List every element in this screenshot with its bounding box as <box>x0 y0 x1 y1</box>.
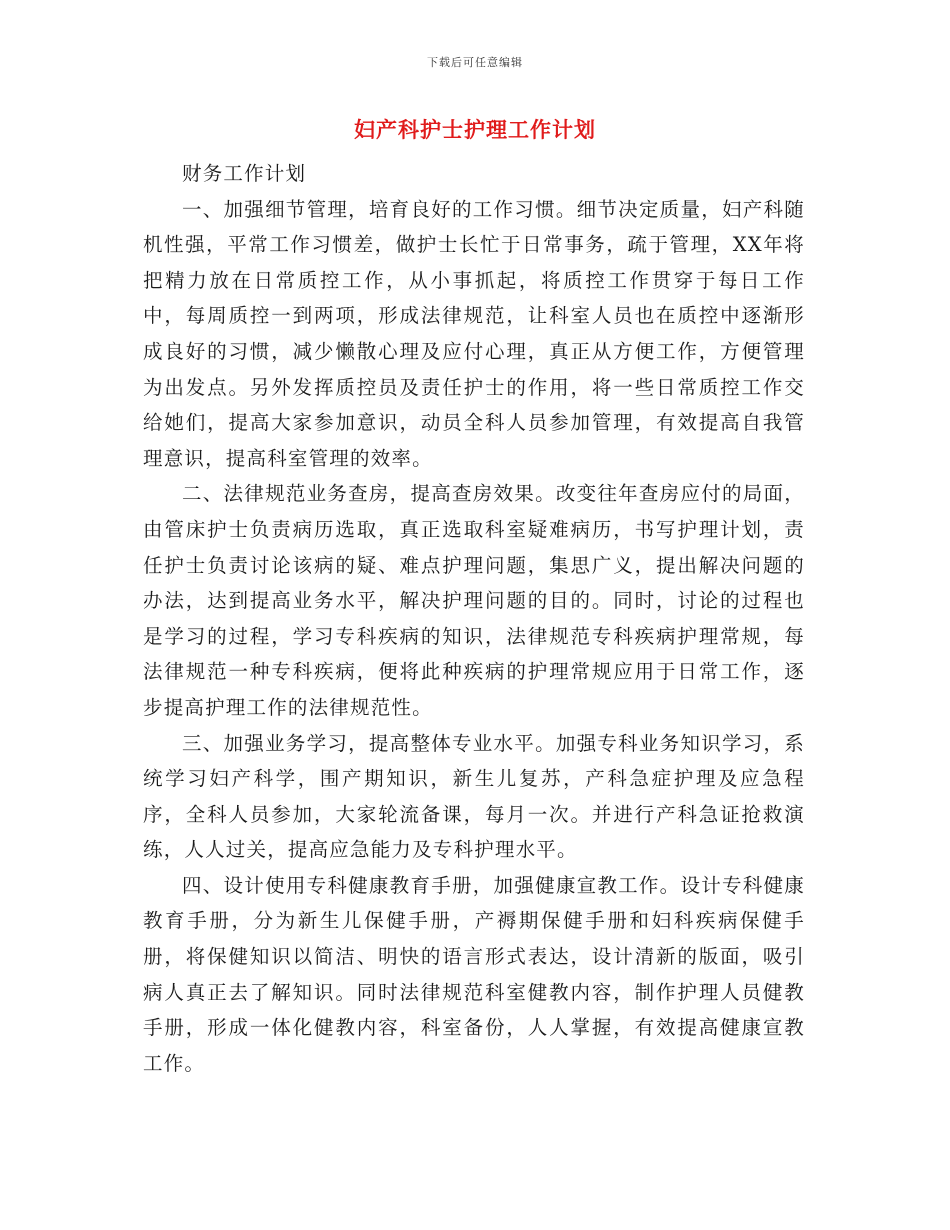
section-heading: 财务工作计划 <box>182 162 307 185</box>
paragraph-1: 一、加强细节管理，培育良好的工作习惯。细节决定质量，妇产科随机性强，平常工作习惯差，做护士长忙于日常事务，疏于管理，XX年将把精力放在日常质控工作，从小事抓起，将质控工作贯穿于每日工作中，每周质控一到两项，形成法律规范，让科室人员也在质控中逐渐形成良好的习惯，减少懒散心理及应付心理，真正从方便工作，方便管理为出发点。另外发挥质控员及责任护士的作用，将一些日常质控工作交给她们，提高大家参加意识，动员全科人员参加管理，有效提高自我管理意识，提高科室管理的效率。 <box>143 197 805 470</box>
paragraph-4: 四、设计使用专科健康教育手册，加强健康宣教工作。设计专科健康教育手册，分为新生儿保健手册，产褥期保健手册和妇科疾病保健手册，将保健知识以简洁、明快的语言形式表达，设计清新的版面，吸引病人真正去了解知识。同时法律规范科室健教内容，制作护理人员健教手册，形成一体化健教内容，科室备份，人人掌握，有效提高健康宣教工作。 <box>143 873 805 1075</box>
document-body <box>143 156 805 1081</box>
paragraph-2: 二、法律规范业务查房，提高查房效果。改变往年查房应付的局面，由管床护士负责病历选取，真正选取科室疑难病历，书写护理计划，责任护士负责讨论该病的疑、难点护理问题，集思广义，提出解决问题的办法，达到提高业务水平，解决护理问题的目的。同时，讨论的过程也是学习的过程，学习专科疾病的知识，法律规范专科疾病护理常规，每法律规范一种专科疾病，便将此种疾病的护理常规应用于日常工作，逐步提高护理工作的法律规范性。 <box>143 482 805 719</box>
document-title: 妇产科护士护理工作计划 <box>354 118 596 142</box>
paragraph-3: 三、加强业务学习，提高整体专业水平。加强专科业务知识学习，系统学习妇产科学，围产期知识，新生儿复苏，产科急症护理及应急程序，全科人员参加，大家轮流备课，每月一次。并进行产科急证抢救演练，人人过关，提高应急能力及专科护理水平。 <box>143 731 805 862</box>
header-note: 下载后可任意编辑 <box>427 56 523 69</box>
